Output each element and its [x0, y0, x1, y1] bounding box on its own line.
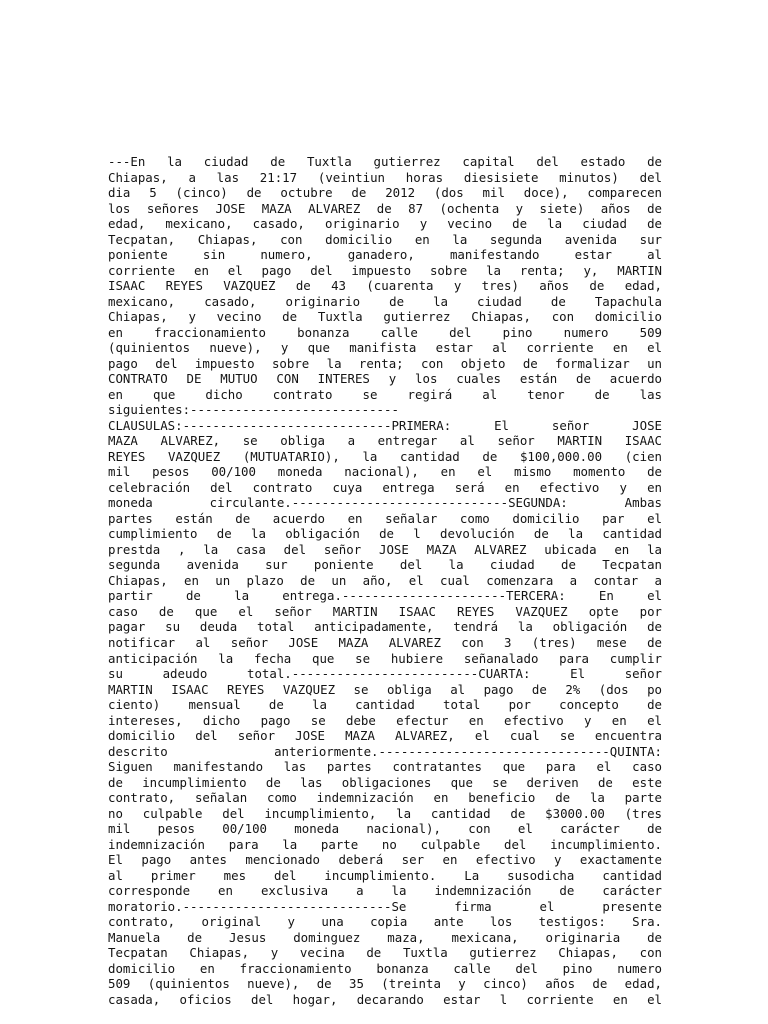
- document-line: Tecpatan, Chiapas, con domicilio en la segunda avenida sur: [108, 231, 662, 247]
- document-line: partir de la entrega.----------------------TERCERA: En el: [108, 588, 662, 604]
- document-line: Manuela de Jesus dominguez maza, mexicana, originaria de: [108, 929, 662, 945]
- document-line: ---En la ciudad de Tuxtla gutierrez capital del estado de: [108, 154, 662, 169]
- document-line: indemnización para la parte no culpable del incumplimiento.: [108, 836, 662, 852]
- document-line: intereses, dicho pago se debe efectur en efectivo y en el: [108, 712, 662, 728]
- document-line: su adeudo total.-------------------------CUARTA: El señor: [108, 666, 662, 682]
- document-line: Chiapas, y vecino de Tuxtla gutierrez Chiapas, con domicilio: [108, 309, 662, 325]
- document-line: notificar al señor JOSE MAZA ALVAREZ con 3 (tres) mese de: [108, 634, 662, 650]
- document-line: edad, mexicano, casado, originario y vecino de la ciudad de: [108, 216, 662, 232]
- document-line: contrato, original y una copia ante los testigos: Sra.: [108, 914, 662, 930]
- document-line: segunda avenida sur poniente del la ciudad de Tecpatan: [108, 557, 662, 573]
- document-line: siguientes:----------------------------: [108, 402, 399, 418]
- document-line: mexicano, casado, originario de la ciudad de Tapachula: [108, 293, 662, 309]
- document-line: celebración del contrato cuya entrega será en efectivo y en: [108, 479, 662, 495]
- document-line: pago del impuesto sobre la renta; con objeto de formalizar un: [108, 355, 662, 371]
- document-line: domicilio en fraccionamiento bonanza calle del pino numero: [108, 960, 662, 976]
- document-line: Tecpatan Chiapas, y vecina de Tuxtla gutierrez Chiapas, con: [108, 945, 662, 961]
- document-line: CONTRATO DE MUTUO CON INTERES y los cuales están de acuerdo: [108, 371, 662, 387]
- document-line: no culpable del incumplimiento, la cantidad de $3000.00 (tres: [108, 805, 662, 821]
- document-line: moratorio.----------------------------Se firma el presente: [108, 898, 662, 914]
- document-line: los señores JOSE MAZA ALVAREZ de 87 (ochenta y siete) años de: [108, 200, 662, 216]
- document-line: dia 5 (cinco) de octubre de 2012 (dos mil doce), comparecen: [108, 185, 662, 201]
- document-line: CLAUSULAS:----------------------------PRIMERA: El señor JOSE: [108, 417, 662, 433]
- document-line: anticipación la fecha que se hubiere señanalado para cumplir: [108, 650, 662, 666]
- document-line: moneda circulante.-----------------------------SEGUNDA: Ambas: [108, 495, 662, 511]
- contract-text-body: [108, 154, 662, 1007]
- document-line: El pago antes mencionado deberá ser en efectivo y exactamente: [108, 852, 662, 868]
- document-line: descrito anteriormente.-------------------------------QUINTA:: [108, 743, 662, 759]
- document-line: caso de que el señor MARTIN ISAAC REYES VAZQUEZ opte por: [108, 603, 662, 619]
- document-line: corriente en el pago del impuesto sobre la renta; y, MARTIN: [108, 262, 662, 278]
- document-line: al primer mes del incumplimiento. La susodicha cantidad: [108, 867, 662, 883]
- document-line: Chiapas, a las 21:17 (veintiun horas diesisiete minutos) del: [108, 169, 662, 185]
- document-line: (quinientos nueve), y que manifista estar al corriente en el: [108, 340, 662, 356]
- document-line: Chiapas, en un plazo de un año, el cual comenzara a contar a: [108, 572, 662, 588]
- document-line: mil pesos 00/100 moneda nacional), en el mismo momento de: [108, 464, 662, 480]
- document-line: MAZA ALVAREZ, se obliga a entregar al señor MARTIN ISAAC: [108, 433, 662, 449]
- document-line: casada, oficios del hogar, decarando estar l corriente en el: [108, 991, 662, 1007]
- document-line: REYES VAZQUEZ (MUTUATARIO), la cantidad de $100,000.00 (cien: [108, 448, 662, 464]
- document-line: contrato, señalan como indemnización en beneficio de la parte: [108, 790, 662, 806]
- document-line: de incumplimiento de las obligaciones que se deriven de este: [108, 774, 662, 790]
- document-line: en fraccionamiento bonanza calle del pino numero 509: [108, 324, 662, 340]
- document-line: en que dicho contrato se regirá al tenor de las: [108, 386, 662, 402]
- document-line: partes están de acuerdo en señalar como domicilio par el: [108, 510, 662, 526]
- document-line: poniente sin numero, ganadero, manifestando estar al: [108, 247, 662, 263]
- document-line: mil pesos 00/100 moneda nacional), con el carácter de: [108, 821, 662, 837]
- document-line: Siguen manifestando las partes contratantes que para el caso: [108, 759, 662, 775]
- document-line: cumplimiento de la obligación de l devolución de la cantidad: [108, 526, 662, 542]
- document-line: ciento) mensual de la cantidad total por concepto de: [108, 697, 662, 713]
- document-line: domicilio del señor JOSE MAZA ALVAREZ, el cual se encuentra: [108, 728, 662, 744]
- document-line: corresponde en exclusiva a la indemnización de carácter: [108, 883, 662, 899]
- document-line: pagar su deuda total anticipadamente, tendrá la obligación de: [108, 619, 662, 635]
- document-line: MARTIN ISAAC REYES VAZQUEZ se obliga al pago de 2% (dos po: [108, 681, 662, 697]
- document-line: ISAAC REYES VAZQUEZ de 43 (cuarenta y tres) años de edad,: [108, 278, 662, 294]
- document-line: prestda , la casa del señor JOSE MAZA ALVAREZ ubicada en la: [108, 541, 662, 557]
- document-line: 509 (quinientos nueve), de 35 (treinta y cinco) años de edad,: [108, 976, 662, 992]
